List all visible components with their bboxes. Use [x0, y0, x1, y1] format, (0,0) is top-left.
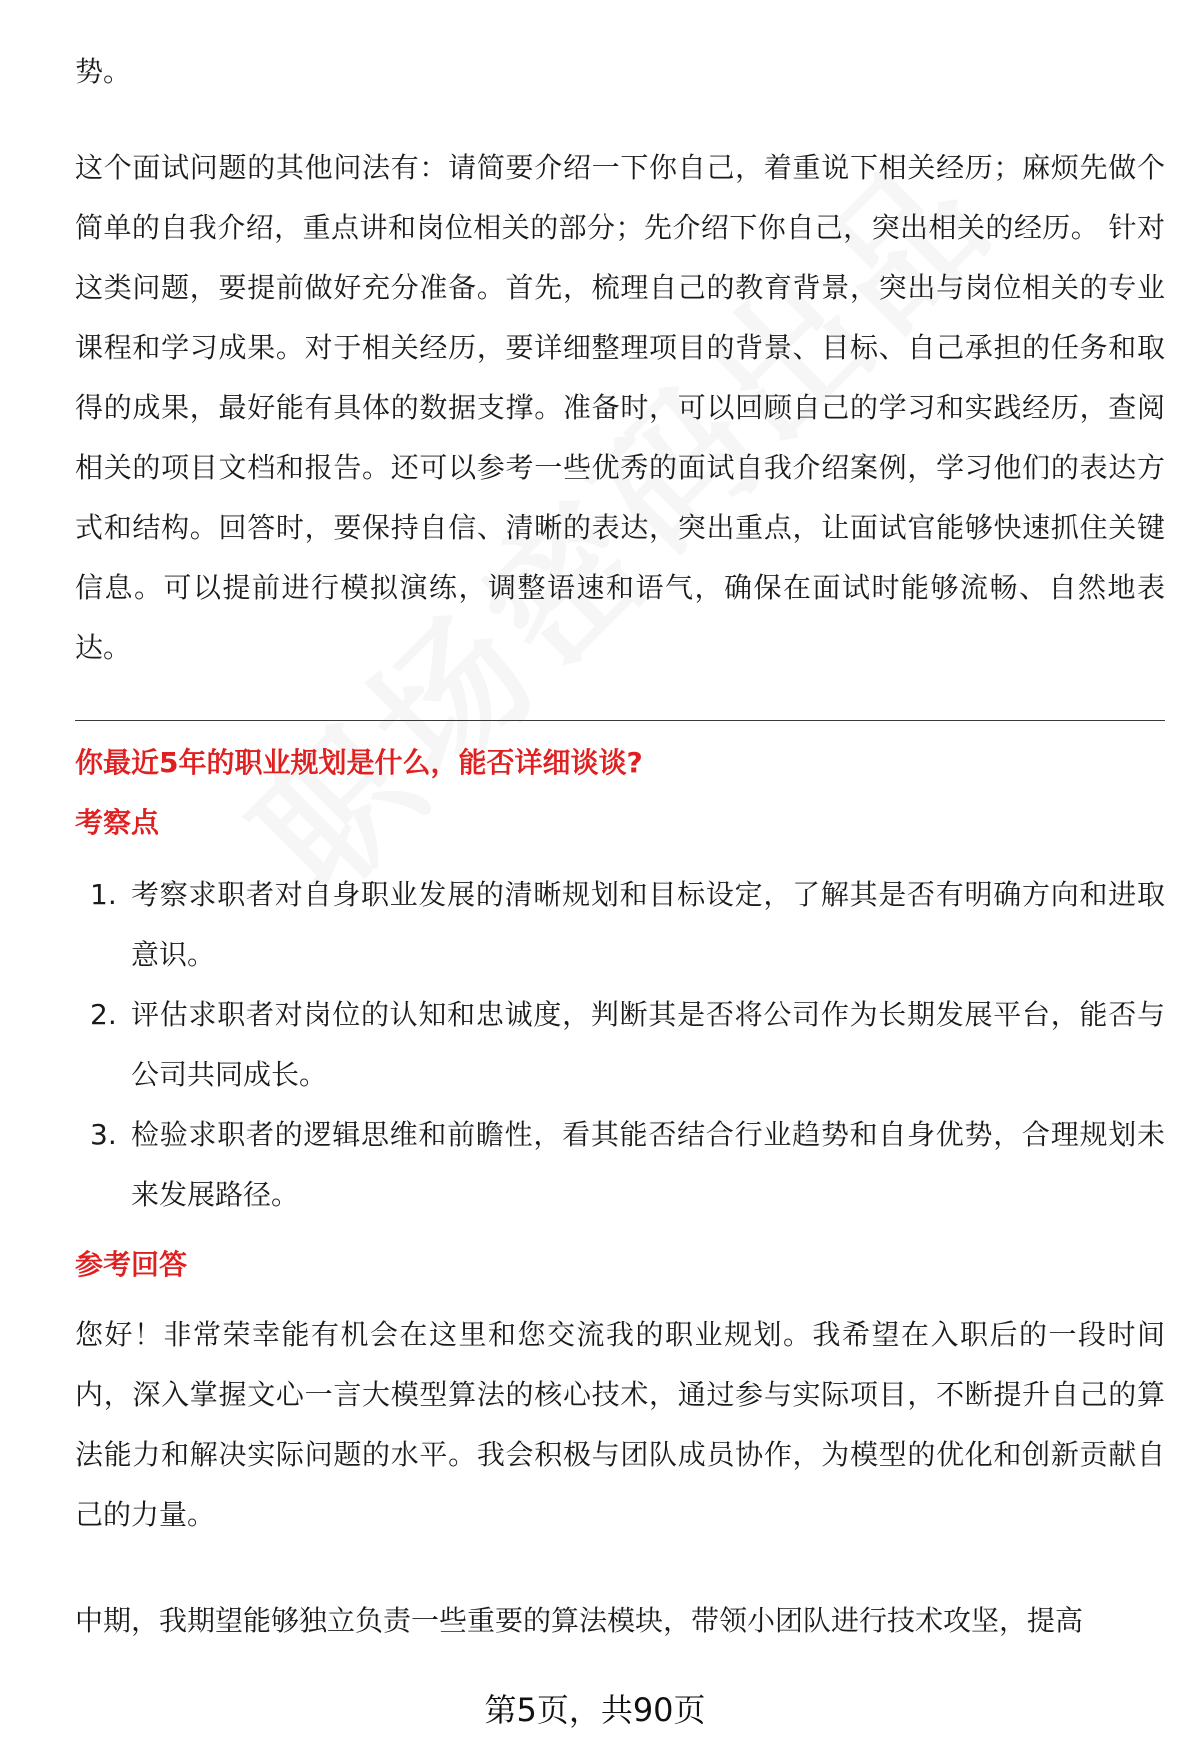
list-item-text: 检验求职者的逻辑思维和前瞻性，看其能否结合行业趋势和自身优势，合理规划未来发展路径。 [131, 1118, 1165, 1211]
intro-paragraph: 这个面试问题的其他问法有：请简要介绍一下你自己，着重说下相关经历；麻烦先做个简单的自我介绍，重点讲和岗位相关的部分；先介绍下你自己，突出相关的经历。 针对这类问题，要提前做好充分准备。首先，梳理自己的教育背景，突出与岗位相关的专业课程和学习成果。对于相关经历，要详细整理项目的背景、目标、自己承担的任务和取得的成果，最好能有具体的数据支撑。准备时，可以回顾自己的学习和实践经历，查阅相关的项目文档和报告。还可以参考一些优秀的面试自我介绍案例，学习他们的表达方式和结构。回答时，要保持自信、清晰的表达，突出重点，让面试官能够快速抓住关键信息。可以提前进行模拟演练，调整语速和语气，确保在面试时能够流畅、自然地表达。 [75, 151, 1165, 664]
list-item-number: 3. [90, 1118, 117, 1151]
page-content [75, 42, 1165, 1651]
continued-text: 势。 [75, 55, 132, 88]
list-item [75, 1105, 1165, 1225]
answer-heading: 参考回答 [75, 1248, 188, 1281]
assessment-heading: 考察点 [75, 806, 160, 839]
list-item-text: 考察求职者对自身职业发展的清晰规划和目标设定，了解其是否有明确方向和进取意识。 [131, 878, 1165, 971]
page-number: 第5页，共90页 [484, 1691, 706, 1729]
assessment-points-list [75, 865, 1165, 1225]
list-item-number: 1. [90, 878, 117, 911]
list-item [75, 865, 1165, 985]
section-divider [75, 720, 1165, 721]
list-item-text: 评估求职者对岗位的认知和忠诚度，判断其是否将公司作为长期发展平台，能否与公司共同成长。 [131, 998, 1165, 1091]
list-item [75, 985, 1165, 1105]
answer-paragraph: 中期，我期望能够独立负责一些重要的算法模块，带领小团队进行技术攻坚，提高 [75, 1604, 1084, 1637]
answer-paragraph: 您好！非常荣幸能有机会在这里和您交流我的职业规划。我希望在入职后的一段时间内，深入掌握文心一言大模型算法的核心技术，通过参与实际项目，不断提升自己的算法能力和解决实际问题的水平。我会积极与团队成员协作，为模型的优化和创新贡献自己的力量。 [75, 1318, 1165, 1531]
question-title: 你最近5年的职业规划是什么，能否详细谈谈? [75, 746, 643, 779]
list-item-number: 2. [90, 998, 117, 1031]
